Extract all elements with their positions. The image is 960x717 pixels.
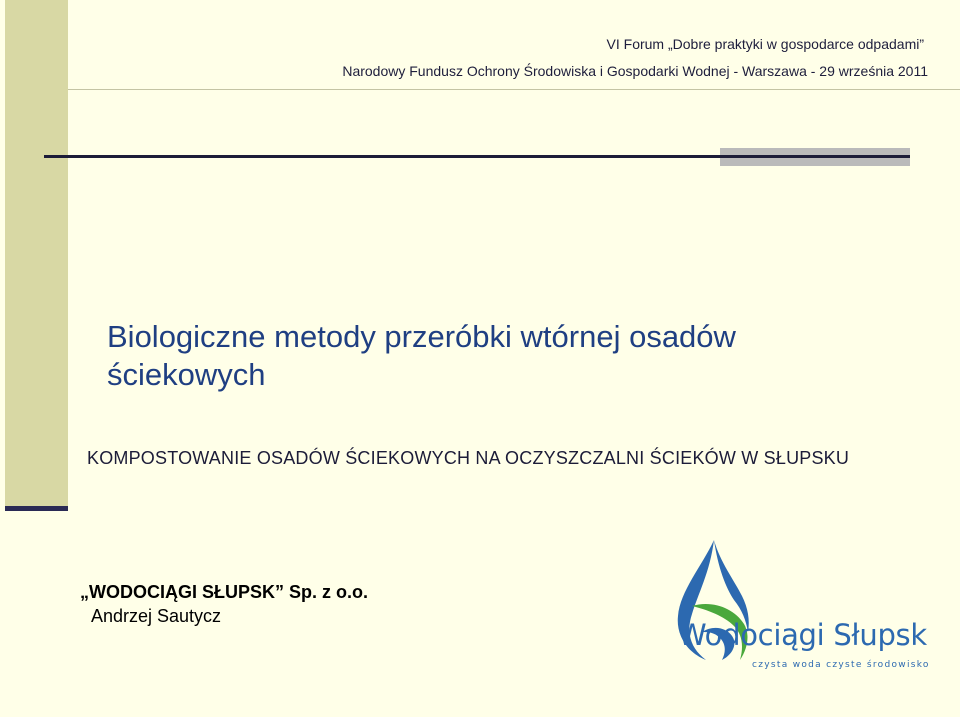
side-band <box>5 0 68 510</box>
divider-line-overlay <box>720 155 910 158</box>
header-rule <box>68 89 960 90</box>
logo-wordmark: Wodociągi Słupsk <box>678 618 927 652</box>
company-name: „WODOCIĄGI SŁUPSK” Sp. z o.o. <box>80 582 368 602</box>
slide-title: Biologiczne metody przeróbki wtórnej osadów ściekowych <box>107 319 736 392</box>
slide-subtitle: KOMPOSTOWANIE OSADÓW ŚCIEKOWYCH NA OCZYSZCZALNI ŚCIEKÓW W SŁUPSKU <box>87 448 850 468</box>
company-logo <box>672 536 930 686</box>
side-band-underline <box>5 506 68 511</box>
event-title: VI Forum „Dobre praktyki w gospodarce odpadami” <box>606 36 924 52</box>
organizer-line: Narodowy Fundusz Ochrony Środowiska i Gospodarki Wodnej - Warszawa - 29 września 2011 <box>342 63 928 79</box>
logo-tagline: czysta woda czyste środowisko <box>752 660 930 670</box>
author-name: Andrzej Sautycz <box>91 606 222 626</box>
